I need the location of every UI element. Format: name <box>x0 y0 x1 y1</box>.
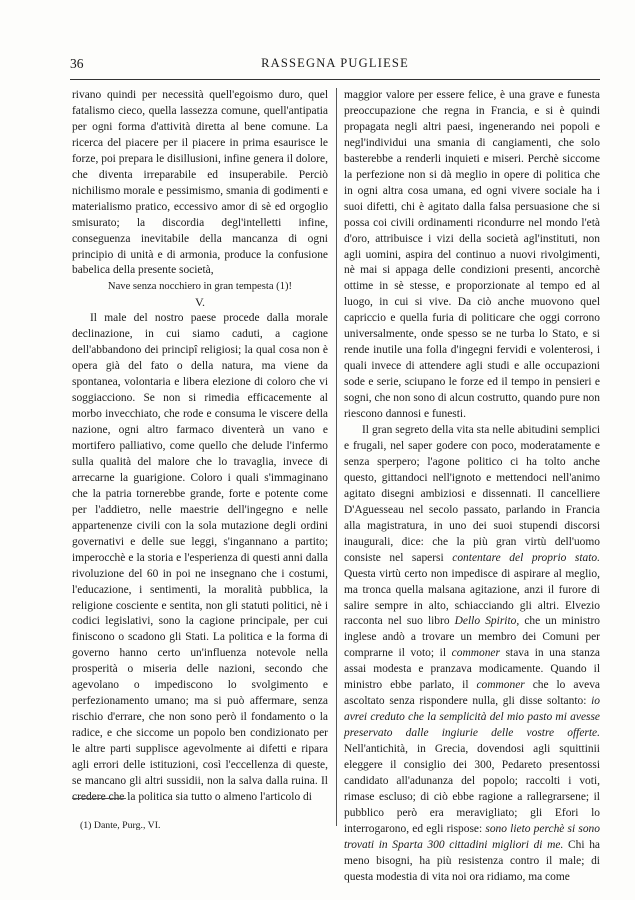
header-rule <box>70 79 600 80</box>
left-paragraph-continued: rivano quindi per necessità quell'egoismo duro, quel fatalismo cieco, quella lassezza comune, quell'antipatia per ogni forma d'attività diretta al bene comune. La ricerca del piacere per il piacere in prima esaurisce le forze, poi prepara le disillusioni, infine genera il dolore, che diventa irreparabile ed insuperabile. Perciò nichilismo morale e pessimismo, smania di godimenti e materialismo pratico, eccessivo amor di sè ed orgoglio smisurato; la discordia degl'intelletti infine, conseguenza inevitabile della mancanza di ogni principio di unità e di armonia, produce la confusione babelica della presente società, <box>72 89 328 277</box>
page-number: 36 <box>70 56 84 71</box>
left-column <box>72 88 328 806</box>
right-paragraph-secret-of-life <box>344 423 600 886</box>
text-run: Nell'antichità, in Grecia, dovendosi agli squittinii eleggere il consiglio dei 300, Pedareto presentossi candidato all'adunanza del popolo; raccolti i voti, rimase escluso; di ciò ebbe ragione a rallegrarsene; il pubblico però era meravigliato; gli Efori lo interrogarono, ed egli rispose: <box>344 743 600 835</box>
section-heading: V. <box>194 295 206 310</box>
italic-book-title: Dello Spirito, <box>454 615 520 628</box>
text-run: Questa virtù certo non impedisce di aspirare al meglio, ma tronca quella malsana agitazione, anzi il furore di salire sempre in alto, schiacciando gli altri. Elvezio racconta nel suo libro <box>344 567 600 628</box>
running-title: RASSEGNA PUGLIESE <box>261 56 409 70</box>
text-run: che lo aveva ascoltato senza rispondere nulla, gli disse soltanto: <box>344 679 601 708</box>
italic-quotation: sono lieto perchè si sono trovati in Sparta 300 cittadini migliori di me. <box>344 822 600 851</box>
italic-word: commoner <box>476 679 525 692</box>
italic-phrase: contentare del proprio stato. <box>452 551 600 564</box>
left-paragraph-section-v: Il male del nostro paese procede dalla morale declinazione, in cui siamo caduti, a cagione dell'abbandono dei principî religiosi; la qual cosa non è opera già del fato o della natura, ma viene da spontanea, volontaria e libera elezione di coloro che vi soggiacciono. Se non si rimedia efficacemente al morbo invecchiato, che rode e consuma le viscere della nazione, ogni altro farmaco diventerà un vano e mortifero palliativo, come quello che delude l'infermo sulla qualità del malore che lo travaglia, invece di arrecarne la guarigione. Coloro i quali s'immaginano che la patria tornerebbe grande, forte e potente come per l'addietro, nelle maestrie dell'ingegno e nelle appartenenze civili con la sola mutazione degli ordini governativi e delle sue leggi, s'ingannano a partito; imperocchè e la storia e l'esperienza di questi anni dalla rivoluzione del 60 in poi ne insegnano che i costumi, l'educazione, i sentimenti, la moralità pubblica, la religione cosciente e sentita, non gli statuti politici, nè i codici legislativi, sono la cagione principale, per cui finiscono o scadono gli Stati. La politica e la forma di governo hanno certo un'influenza notevole nella prosperità o miseria delle nazioni, secondo che agevolano o impediscono lo svolgimento e perfezionamento umano; ma si può affermare, senza rischio d'errare, che non sono però il fondamento o la radice, e che siccome un popolo ben condizionato per le altre parti supplisce agevolmente ai difetti e ripara agli errori delle istituzioni, così l'eccellenza di queste, se mancano gli altri sussidii, non la salva dalla ruina. Il credere che la politica sia tutto o almeno l'articolo di <box>72 312 328 803</box>
footnote: (1) Dante, Purg., VI. <box>80 820 161 831</box>
column-divider <box>336 88 337 826</box>
text-run: Il gran segreto della vita sta nelle abitudini semplici e frugali, nel saper godere con poco, moderatamente e senza sperpero; l'agone politico ci ha tolto anche questo, gittandoci nell'ignoto e mettendoci nell'animo agitato disegni ambiziosi e dissennati. Il cancelliere D'Aguesseau nel secolo passato, parlando in Francia alla magistratura, in uno dei suoi stupendi discorsi inaugurali, dice: che la più gran virtù dell'uomo consiste nel sapersi <box>344 424 600 564</box>
dante-quote: Nave senza nocchiero in gran tempesta (1)! <box>107 281 293 293</box>
text-run: stava in una stanza assai modesta e pranzava modicamente. Quando il ministro ebbe parlato, il <box>344 647 600 692</box>
italic-word: commoner <box>451 647 500 660</box>
page-header <box>70 56 600 74</box>
text-run: che un ministro inglese andò a trovare un membro dei Comuni per comprarne il voto; il <box>344 615 600 660</box>
italic-quotation: io avrei creduto che la semplicità del mio pasto mi avesse preservato dalle ingiurie delle vostre offerte. <box>344 695 600 740</box>
right-column <box>344 88 600 886</box>
footnote-rule <box>72 798 126 799</box>
text-run: Chi ha meno bisogni, ha più resistenza contro il male; di questa modestia di vita noi ora ridiamo, ma come <box>344 838 601 883</box>
right-paragraph-continued: maggior valore per essere felice, è una grave e funesta preoccupazione che regna in Francia, e si è quindi propagata negli altri paesi, ingenerando nei popoli e negl'individui una smania di cangiamenti, che solo basterebbe a renderli inquieti e miseri. Perchè siccome la perfezione non si dà meglio in opere di politica che in ogni altra cosa umana, ed ogni vivere sociale ha i suoi difetti, chi è agitato dalla falsa persuasione che si possa coi civili ordinamenti ricondurre nel mondo l'età d'oro, attribuisce i vizi della società agl'instituti, non agli uomini, aspira del continuo a nuovi rivolgimenti, nè mai si appaga delle condizioni presenti, ancorchè ottime in sè stesse, e proporzionate al tempo ed al luogo, in cui si vive. Da ciò anche muovono quel capriccio e quella furia di politicare che oggi corrono universalmente, onde spesso se ne turba lo Stato, e si rende inutile una folla d'ingegni fervidi e volenterosi, i quali invece di attendere agli studi e alle occupazioni sode e serie, sciupano le forze ed il tempo in pensieri e sogni, che non sono di alcun costrutto, quando pure non riescono dannosi e funesti. <box>344 89 600 421</box>
